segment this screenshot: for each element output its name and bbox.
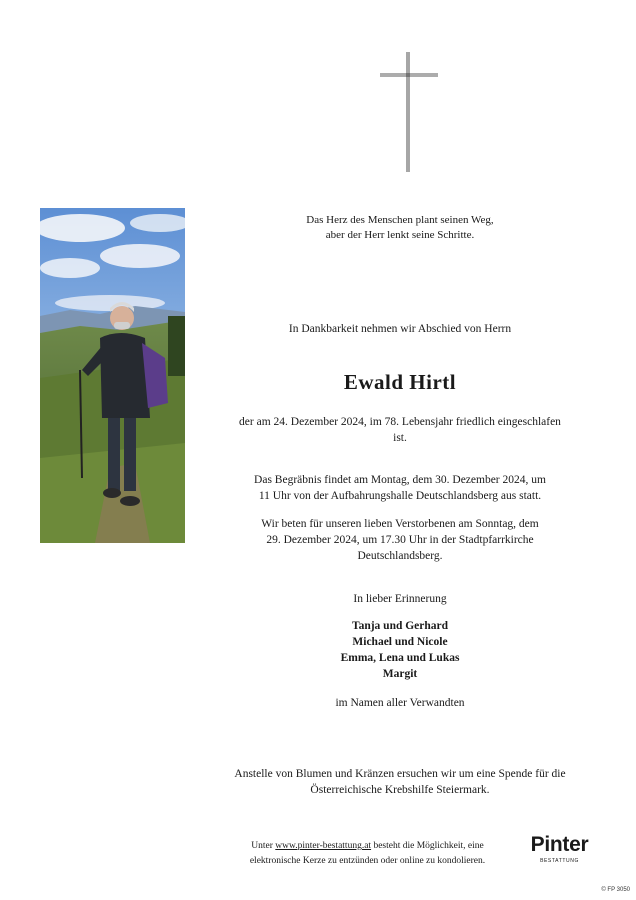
mourners-list bbox=[215, 618, 585, 682]
verse-line: aber der Herr lenkt seine Schritte. bbox=[325, 229, 475, 241]
portrait-photo bbox=[40, 208, 185, 543]
donation-line: Anstelle von Blumen und Kränzen ersuchen wir um eine Spende für die bbox=[234, 768, 566, 780]
logo-wordmark: Pinter bbox=[530, 833, 589, 856]
funeral-line: 11 Uhr von der Aufbahrungshalle Deutschlandsberg aus statt. bbox=[258, 490, 542, 502]
mourner-entry: Margit bbox=[382, 668, 418, 680]
death-notice-line: ist. bbox=[393, 432, 407, 444]
on-behalf-text: im Namen aller Verwandten bbox=[335, 697, 465, 709]
website-link[interactable]: www.pinter-bestattung.at bbox=[275, 841, 372, 851]
deceased-name: Ewald Hirtl bbox=[343, 370, 457, 394]
donation-request bbox=[205, 766, 595, 798]
death-notice-line: der am 24. Dezember 2024, im 78. Lebensjahr friedlich eingeschlafen bbox=[239, 416, 561, 428]
logo-subtitle: BESTATTUNG bbox=[540, 858, 579, 864]
prayer-line: 29. Dezember 2024, um 17.30 Uhr in der Stadtpfarrkirche bbox=[266, 534, 534, 546]
remembrance-heading: In lieber Erinnerung bbox=[353, 593, 447, 605]
funeral-line: Das Begräbnis findet am Montag, dem 30. Dezember 2024, um bbox=[254, 474, 546, 486]
footer-suffix: besteht die Möglichkeit, eine bbox=[371, 841, 484, 851]
farewell-intro: In Dankbarkeit nehmen wir Abschied von Herrn bbox=[288, 323, 512, 335]
online-condolence-note bbox=[225, 839, 510, 869]
funeral-info bbox=[215, 472, 585, 504]
mourner-entry: Michael und Nicole bbox=[352, 636, 448, 648]
prayer-line: Deutschlandsberg. bbox=[357, 550, 443, 562]
prayer-line: Wir beten für unseren lieben Verstorbenen am Sonntag, dem bbox=[261, 518, 539, 530]
cross-icon bbox=[375, 50, 445, 175]
print-code: © FP 3050 bbox=[601, 887, 630, 893]
pinter-logo bbox=[522, 833, 597, 865]
mourner-entry: Emma, Lena und Lukas bbox=[340, 652, 460, 664]
bible-verse bbox=[215, 213, 585, 243]
verse-line: Das Herz des Menschen plant seinen Weg, bbox=[306, 214, 494, 226]
footer-prefix: Unter bbox=[251, 841, 276, 851]
mourner-entry: Tanja und Gerhard bbox=[351, 620, 449, 632]
death-notice bbox=[215, 414, 585, 446]
footer-line: elektronische Kerze zu entzünden oder online zu kondolieren. bbox=[249, 856, 486, 866]
donation-line: Österreichische Krebshilfe Steiermark. bbox=[310, 784, 490, 796]
prayer-info bbox=[215, 516, 585, 564]
